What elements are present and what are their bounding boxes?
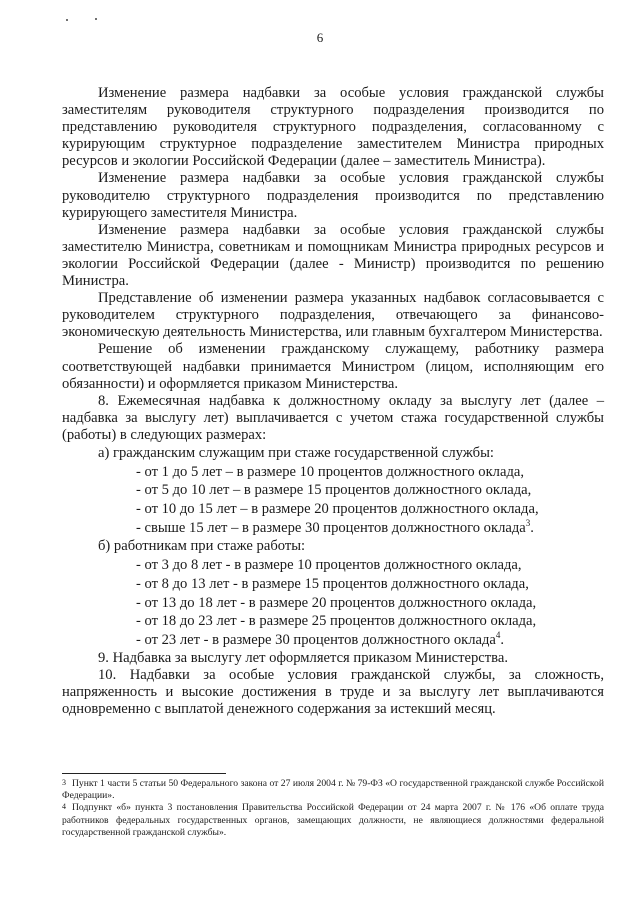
paragraph: Решение об изменении гражданскому служащему, работнику размера соответствующей надбавки принимается Министром (лицом, исполняющим его обязанности) и оформляется приказом Министерства. [62,341,604,392]
list-item-text: - от 23 лет - в размере 30 процентов должностного оклада [136,632,496,648]
scan-speck [95,18,97,20]
list-item: - от 3 до 8 лет - в размере 10 процентов должностного оклада, [136,557,522,574]
list-item [62,631,604,650]
paragraph: 9. Надбавка за выслугу лет оформляется приказом Министерства. [98,649,508,666]
list-item: - от 8 до 13 лет - в размере 15 процентов должностного оклада, [136,575,529,592]
footnote-text: Подпункт «б» пункта 3 постановления Правительства Российской Федерации от 24 марта 2007 г. № 176 «Об оплате труда работников федеральных государственных органов, замещающих должности, не являющиеся должностями федеральной государственной гражданской службы». [62,802,604,838]
list-item-suffix: . [500,632,505,648]
footnote [62,802,604,839]
footnotes [62,778,604,839]
paragraph: 8. Ежемесячная надбавка к должностному окладу за выслугу лет (далее – надбавка за выслугу лет) выплачивается с учетом стажа государственной службы (работы) в следующих размерах: [62,392,604,443]
footnote-mark: 3 [62,778,66,787]
paragraph: Изменение размера надбавки за особые условия гражданской службы руководителю структурного подразделения производится по представлению курирующего заместителя Министра. [62,170,604,221]
list-item [62,519,604,538]
paragraph: Представление об изменении размера указанных надбавок согласовывается с руководителем структурного подразделения, отвечающего за финансово-экономическую деятельность Министерства, или главным бухгалтером Министерства. [62,290,604,341]
footnote-ref: 4 [495,630,501,641]
list-item: - от 5 до 10 лет – в размере 15 процентов должностного оклада, [136,482,532,499]
list-item: - от 10 до 15 лет – в размере 20 процентов должностного оклада, [136,501,539,518]
paragraph: Изменение размера надбавки за особые условия гражданской службы заместителю Министра, советникам и помощникам Министра природных ресурсов и экологии Российской Федерации (далее - Министр) производится по решению Министра. [62,221,604,290]
list-item-text: - свыше 15 лет – в размере 30 процентов должностного оклада [136,519,526,536]
list-b-heading: б) работникам при стаже работы: [98,538,306,555]
footnote-divider [62,773,226,774]
page-number: 6 [316,30,324,45]
scan-speck [66,19,68,21]
list-item: - от 13 до 18 лет - в размере 20 процентов должностного оклада, [136,594,537,611]
paragraph: Изменение размера надбавки за особые условия гражданской службы заместителям руководителя структурного подразделения производится по представлению руководителя структурного подразделения, согласованному с курирующим структурное подразделение заместителем Министра природных ресурсов и экологии Российской Федерации (далее – заместитель Министра). [62,85,604,170]
document-body [62,85,604,718]
footnote-text: Пункт 1 части 5 статьи 50 Федерального закона от 27 июля 2004 г. № 79-ФЗ «О государственной гражданской службе Российской Федерации». [62,778,604,802]
footnote-mark: 4 [62,802,66,812]
footnote-ref: 3 [525,517,531,528]
list-item: - от 18 до 23 лет - в размере 25 процентов должностного оклада, [136,613,537,630]
list-a-heading: а) гражданским служащим при стаже государственной службы: [98,444,494,461]
list-item-suffix: . [530,519,534,536]
list-item: - от 1 до 5 лет – в размере 10 процентов должностного оклада, [136,463,524,480]
paragraph: 10. Надбавки за особые условия гражданской службы, за сложность, напряженность и высокие достижения в труде и за выслугу лет выплачиваются одновременно с выплатой денежного содержания за истекший месяц. [62,666,604,717]
footnote [62,778,604,802]
